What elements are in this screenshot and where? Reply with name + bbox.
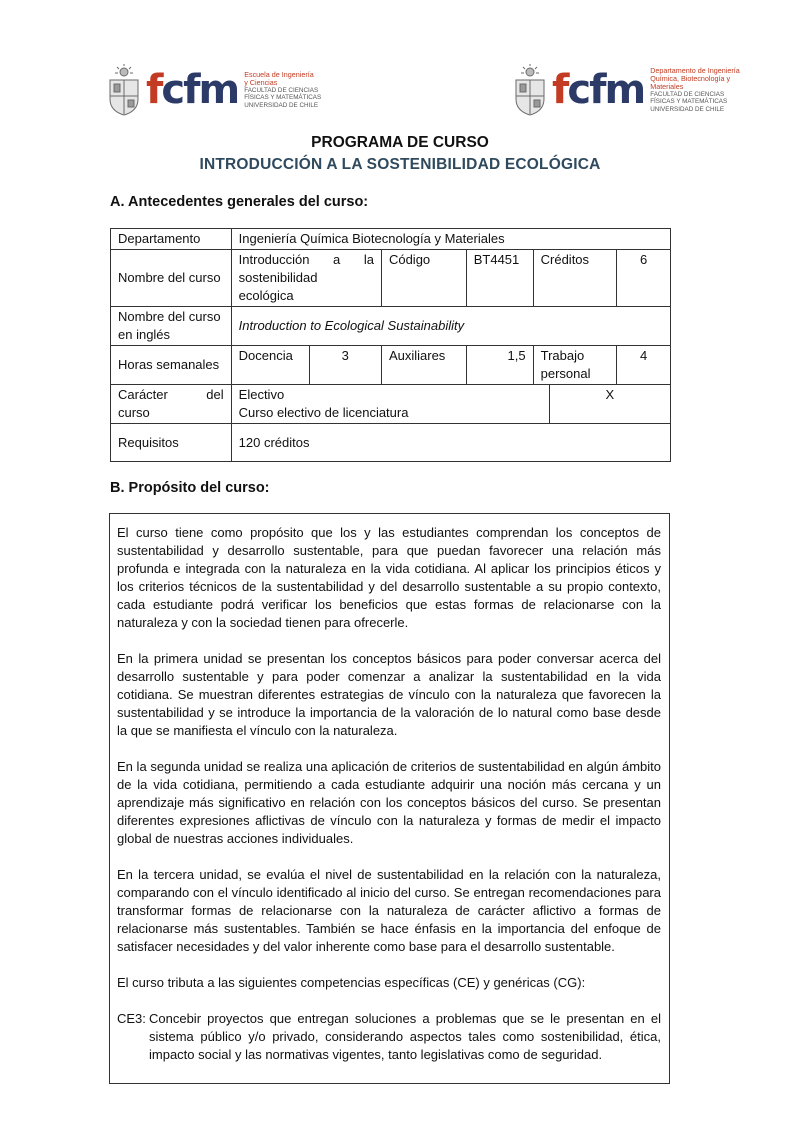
- codigo-value: BT4451: [466, 250, 533, 307]
- fcfm-escuela-logo: [106, 60, 321, 120]
- codigo-label: Código: [381, 250, 466, 307]
- fcfm-wordmark: fcfm: [552, 67, 645, 113]
- caracter-label: Carácter del curso: [111, 385, 232, 424]
- nombre-curso-label: Nombre del curso: [111, 250, 232, 307]
- table-row: [111, 229, 671, 250]
- competencia-text: Concebir proyectos que entregan soluciones a problemas que se le presentan en el sistema público y/o privado, considerando aspectos tales como sostenibilidad, ética, impacto social y las normativas vigentes, tanto legislativas como de seguridad.: [149, 1011, 661, 1062]
- departamento-label: Departamento: [111, 229, 232, 250]
- creditos-value: 6: [617, 250, 671, 307]
- course-info-table: [110, 228, 671, 462]
- purpose-paragraph: En la segunda unidad se realiza una aplicación de criterios de sustentabilidad en algún ámbito de la vida cotidiana, permitiendo a cada estudiante adquirir una noción más cercana y un aprendizaje más significativo en relación con los conceptos básicos del curso. Se presentan diferentes expresiones aflictivas de vínculo con la naturaleza y formas de medir el impacto global de nuestras acciones individuales.: [117, 759, 661, 846]
- logo-caption: Escuela de Ingeniería y Ciencias FACULTAD DE CIENCIAS FÍSICAS Y MATEMÁTICAS UNIVERSIDAD DE CHILE: [244, 69, 322, 109]
- auxiliares-value: 1,5: [466, 346, 533, 385]
- competencia-item: [117, 1010, 661, 1064]
- table-row: [111, 385, 671, 424]
- nombre-ingles-label: Nombre del curso en inglés: [111, 307, 232, 346]
- section-b-heading: B. Propósito del curso:: [110, 480, 270, 496]
- horas-semanales-label: Horas semanales: [111, 346, 232, 385]
- section-a-heading: A. Antecedentes generales del curso:: [110, 194, 369, 210]
- fcfm-wordmark: fcfm: [146, 67, 239, 113]
- table-row: [111, 250, 671, 307]
- purpose-paragraph: En la tercera unidad, se evalúa el nivel de sustentabilidad en la relación con la naturaleza, comparando con el vínculo identificado al inicio del curso. Se entregan recomendaciones para transformar formas de relacionarse con la naturaleza de carácter aflictivo a formas de relacionarse más sustentables. También se hace énfasis en la importancia del enfoque de satisfacer necesidades y del valor inherente como base para el desarrollo sustentable.: [117, 867, 661, 954]
- trabajo-personal-value: 4: [617, 346, 671, 385]
- caracter-mark: X: [549, 385, 670, 424]
- caracter-value: Electivo Curso electivo de licenciatura: [231, 385, 549, 424]
- requisitos-value: 120 créditos: [231, 424, 670, 462]
- requisitos-label: Requisitos: [111, 424, 232, 462]
- university-seal-icon: [512, 63, 548, 117]
- table-row: [111, 346, 671, 385]
- docencia-label: Docencia: [231, 346, 309, 385]
- nombre-ingles-value: Introduction to Ecological Sustainability: [231, 307, 670, 346]
- nombre-curso-value: Introducción a la sostenibilidad ecológica: [231, 250, 381, 307]
- docencia-value: 3: [309, 346, 381, 385]
- creditos-label: Créditos: [533, 250, 617, 307]
- university-seal-icon: [106, 63, 142, 117]
- table-row: [111, 307, 671, 346]
- auxiliares-label: Auxiliares: [381, 346, 466, 385]
- purpose-paragraph: El curso tiene como propósito que los y las estudiantes comprendan los conceptos de sustentabilidad y desarrollo sustentable, para que puedan favorecer una relación más profunda e integrada con la naturaleza en la vida cotidiana. Al aplicar los principios éticos y los criterios técnicos de la sustentabilidad y del desarrollo sustentable a su propio contexto, cada estudiante podrá verificar los beneficios que estas formas de relacionarse con la naturaleza y con la sociedad tienen para ofrecerle.: [117, 525, 661, 630]
- fcfm-departamento-logo: [512, 60, 740, 120]
- trabajo-personal-label: Trabajo personal: [533, 346, 617, 385]
- competencia-code: CE3:: [117, 1011, 146, 1026]
- purpose-box: [109, 513, 670, 1084]
- logo-caption: Departamento de Ingeniería Química, Biotecnología y Materiales FACULTAD DE CIENCIAS FÍSICAS Y MATEMÁTICAS UNIVERSIDAD DE CHILE: [650, 65, 740, 113]
- departamento-value: Ingeniería Química Biotecnología y Materiales: [231, 229, 670, 250]
- purpose-paragraph: En la primera unidad se presentan los conceptos básicos para poder conversar acerca del desarrollo sustentable y para poder comenzar a analizar la sustentabilidad en la vida cotidiana. Se muestran diferentes estrategias de vínculo con la naturaleza que favorecen la sustentabilidad y se introduce la importancia de la valoración de lo natural como base desde la que se manifiesta el vínculo con la naturaleza.: [117, 651, 661, 738]
- page-title: PROGRAMA DE CURSO: [311, 134, 489, 151]
- course-title: INTRODUCCIÓN A LA SOSTENIBILIDAD ECOLÓGICA: [199, 156, 601, 173]
- purpose-paragraph: El curso tributa a las siguientes competencias específicas (CE) y genéricas (CG):: [117, 975, 586, 990]
- table-row: [111, 424, 671, 462]
